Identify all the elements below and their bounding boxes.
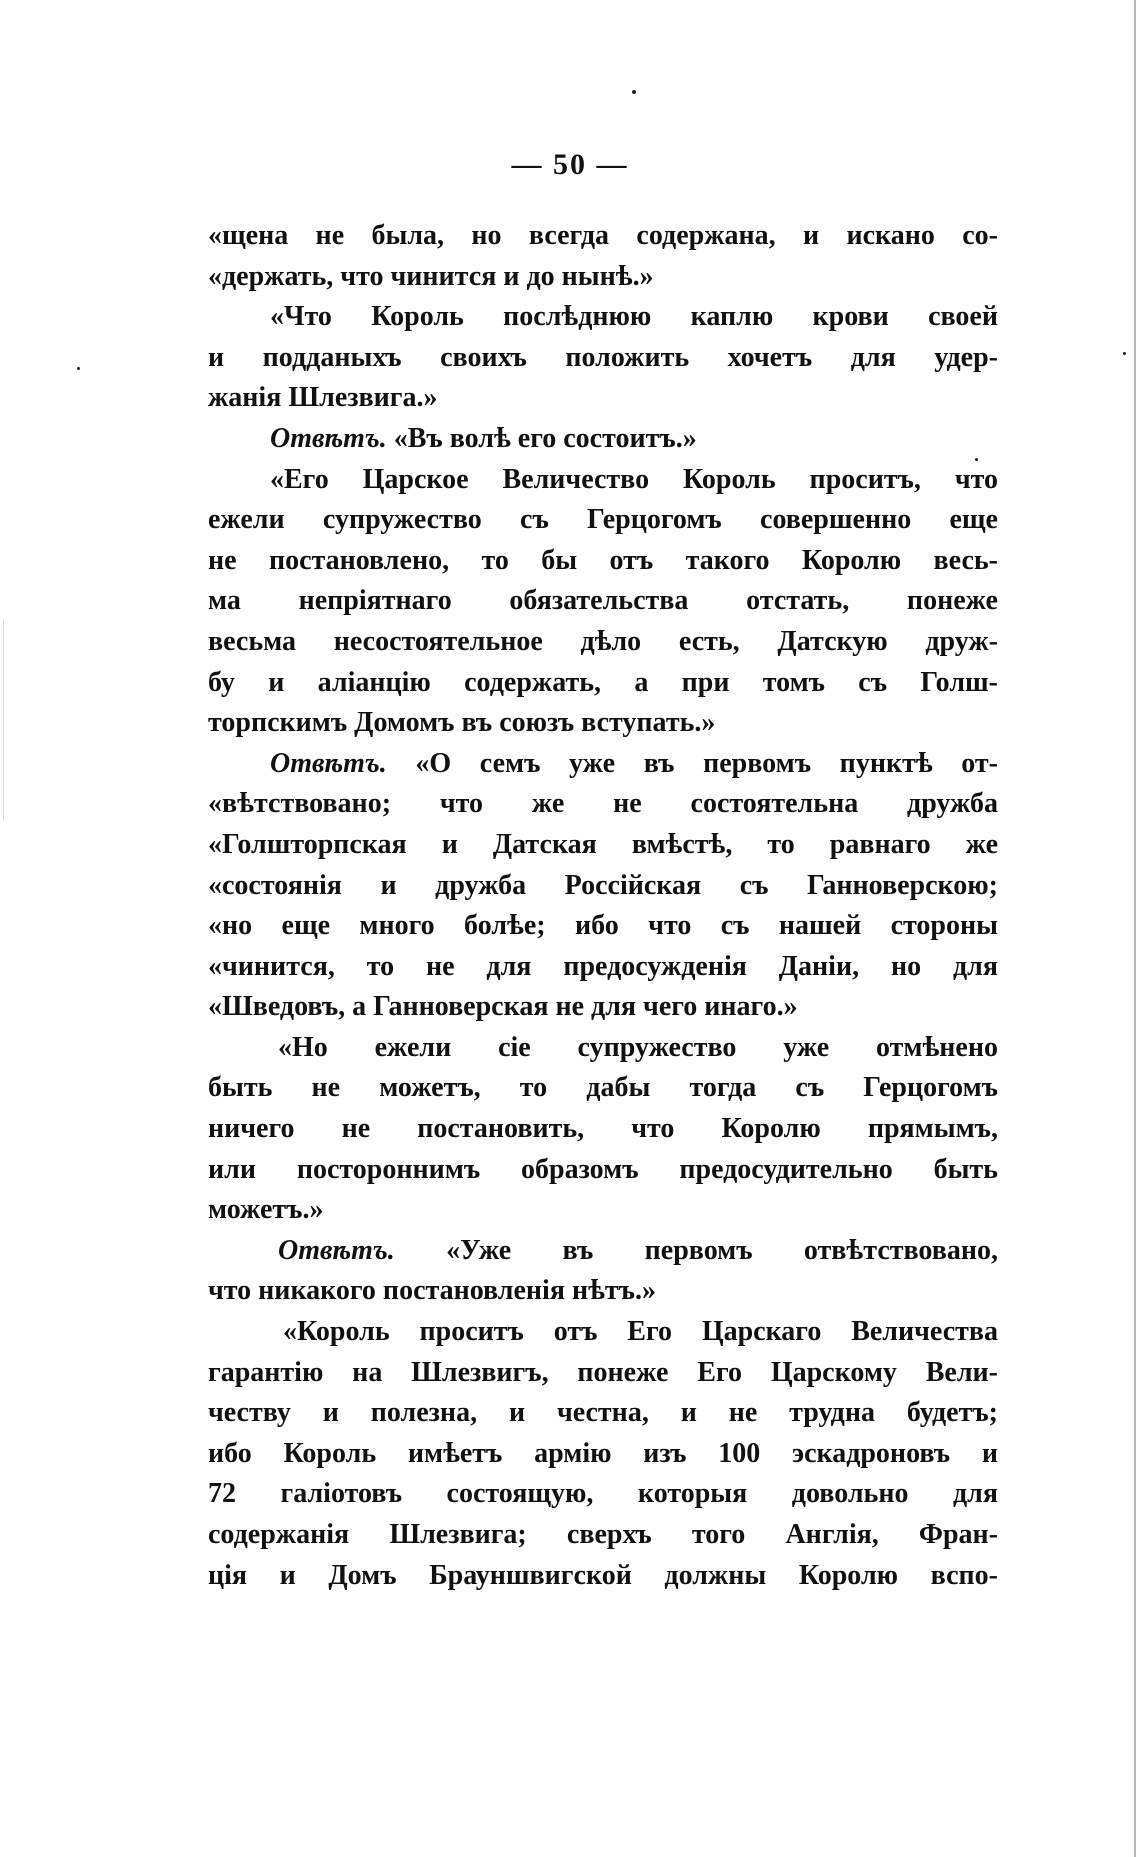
text-line: можетъ.» [208,1194,324,1226]
text-line: Отвѣтъ. «О семъ уже въ первомъ пунктѣ от- [270,747,998,779]
text-line: быть не можетъ, то дабы тогда съ Герцогомъ [208,1072,998,1104]
text-line: жанія Шлезвига.» [208,382,438,414]
text-line: ибо Король имѣетъ армію изъ 100 эскадроновъ и [208,1437,998,1469]
text-line: весьма несостоятельное дѣло есть, Датскую друж- [208,625,998,657]
text-line: бу и аліанцію содержать, а при томъ съ Голш- [208,666,998,698]
page-edge-mark [3,620,4,820]
scan-speck [77,367,80,370]
text-line: что никакого постановленія нѣтъ.» [208,1275,656,1307]
text-line: и подданыхъ своихъ положить хочетъ для удер- [208,341,998,373]
text-line: «Но ежели сіе супружество уже отмѣнено [278,1031,998,1063]
text-line: ція и Домъ Брауншвигской должны Королю вспо- [208,1559,998,1591]
text-line: торпскимъ Домомъ въ союзъ вступать.» [208,707,716,739]
answer-label: Отвѣтъ. [278,1234,395,1266]
text-line: «вѣтствовано; что же не состоятельна дружба [208,788,998,820]
text-line: ничего не постановить, что Королю прямымъ, [208,1113,998,1145]
scan-speck [632,90,636,94]
text-line: ежели супружество съ Герцогомъ совершенно еще [208,504,998,536]
text-line: или постороннимъ образомъ предосудительно быть [208,1153,998,1185]
text-line: «Голшторпская и Датская вмѣстѣ, то равнаго же [208,828,998,860]
text-line: «Король проситъ отъ Его Царскаго Величества [283,1316,998,1348]
text-line: Отвѣтъ. «Уже въ первомъ отвѣтствовано, [278,1234,998,1266]
text-line: Отвѣтъ. «Въ волѣ его состоитъ.» [270,422,697,454]
text-line: «состоянія и дружба Россійская съ Ганноверскою; [208,869,998,901]
scan-speck [1123,352,1126,355]
text-line: «держать, что чинится и до нынѣ.» [208,260,654,292]
answer-label: Отвѣтъ. [270,422,387,454]
page-edge-shadow [1134,0,1136,1857]
text-line: «но еще много болѣе; ибо что съ нашей стороны [208,910,998,942]
text-line: «Его Царское Величество Король проситъ, что [270,463,998,495]
text-line: ма непріятнаго обязательства отстать, понеже [208,585,998,617]
text-line: содержанія Шлезвига; сверхъ того Англія, Фран- [208,1519,998,1550]
text-line: гарантію на Шлезвигъ, понеже Его Царскому Вели- [208,1356,998,1388]
text-line: не постановлено, то бы отъ такого Королю весь- [208,544,998,576]
text-line: «Шведовъ, а Ганноверская не для чего инаго.» [208,991,798,1023]
text-line: «щена не была, но всегда содержана, и искано со- [208,220,998,251]
text-line: «Что Король послѣднюю каплю крови своей [270,301,998,333]
body-text [208,216,998,1596]
text-line: 72 галіотовъ состоящую, которыя довольно для [208,1478,998,1510]
answer-label: Отвѣтъ. [270,747,387,779]
text-line: честву и полезна, и честна, и не трудна будетъ; [208,1397,998,1429]
page-number: — 50 — [511,148,629,181]
text-line: «чинится, то не для предосужденія Даніи, но для [208,950,998,982]
